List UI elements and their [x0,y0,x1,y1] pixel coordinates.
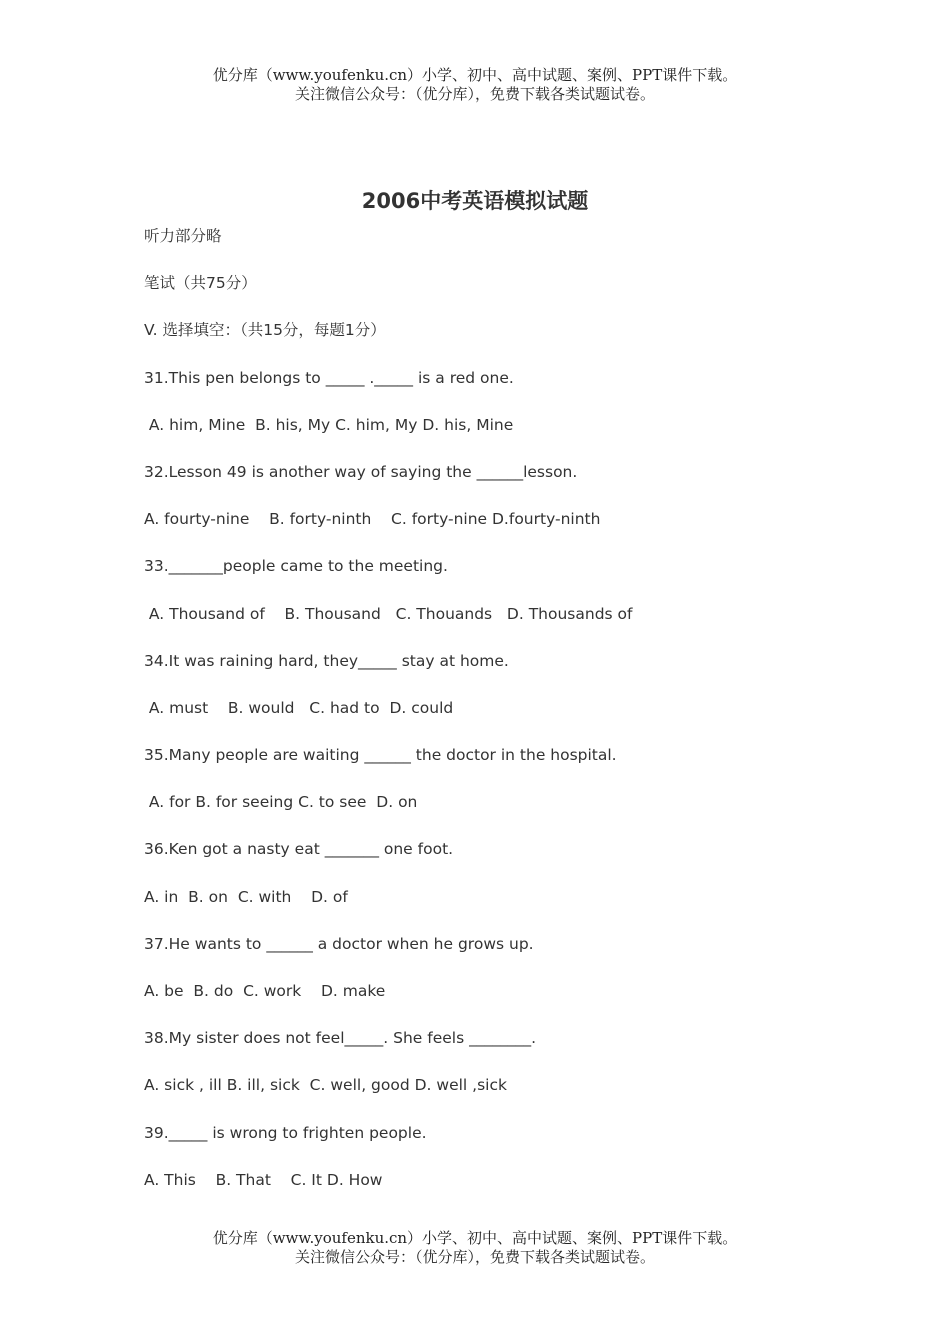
question-38: 38.My sister does not feel_____. She feels ________. [144,1029,536,1048]
options-38: A. sick , ill B. ill, sick C. well, good D. well ,sick [144,1076,507,1095]
options-39: A. This B. That C. It D. How [144,1170,383,1189]
section-heading-written: 笔试（共75分） [144,274,257,293]
header-line-2: 关注微信公众号：（优分库），免费下载各类试题试卷。 [294,85,655,103]
question-33: 33._______people came to the meeting. [144,557,448,576]
question-34: 34.It was raining hard, they_____ stay at home. [144,651,509,670]
question-36: 36.Ken got a nasty eat _______ one foot. [144,840,454,859]
footer-line-2: 关注微信公众号：（优分库），免费下载各类试题试卷。 [294,1248,655,1266]
options-32: A. fourty-nine B. forty-ninth C. forty-nine D.fourty-ninth [144,510,601,529]
question-39: 39._____ is wrong to frighten people. [144,1123,427,1142]
document-title: 2006中考英语模拟试题 [361,189,589,213]
footer-line-1: 优分库（www.youfenku.cn）小学、初中、高中试题、案例、PPT课件下载。 [212,1229,738,1247]
options-35: A. for B. for seeing C. to see D. on [144,793,418,812]
options-36: A. in B. on C. with D. of [144,887,348,906]
options-34: A. must B. would C. had to D. could [144,698,454,717]
question-31: 31.This pen belongs to _____ ._____ is a red one. [144,368,514,387]
page-footer [0,1229,950,1267]
options-31: A. him, Mine B. his, My C. him, My D. his, Mine [144,415,514,434]
question-32: 32.Lesson 49 is another way of saying the ______lesson. [144,462,578,481]
options-37: A. be B. do C. work D. make [144,982,386,1000]
question-37: 37.He wants to ______ a doctor when he grows up. [144,934,534,953]
page-header [0,66,950,104]
header-line-1: 优分库（www.youfenku.cn）小学、初中、高中试题、案例、PPT课件下载。 [212,66,738,84]
section-note-listening: 听力部分略 [144,227,222,245]
document-body [144,226,904,1217]
section-heading-choice: V. 选择填空：（共15分，每题1分） [144,321,386,340]
question-35: 35.Many people are waiting ______ the doctor in the hospital. [144,746,617,765]
options-33: A. Thousand of B. Thousand C. Thouands D. Thousands of [144,604,633,623]
